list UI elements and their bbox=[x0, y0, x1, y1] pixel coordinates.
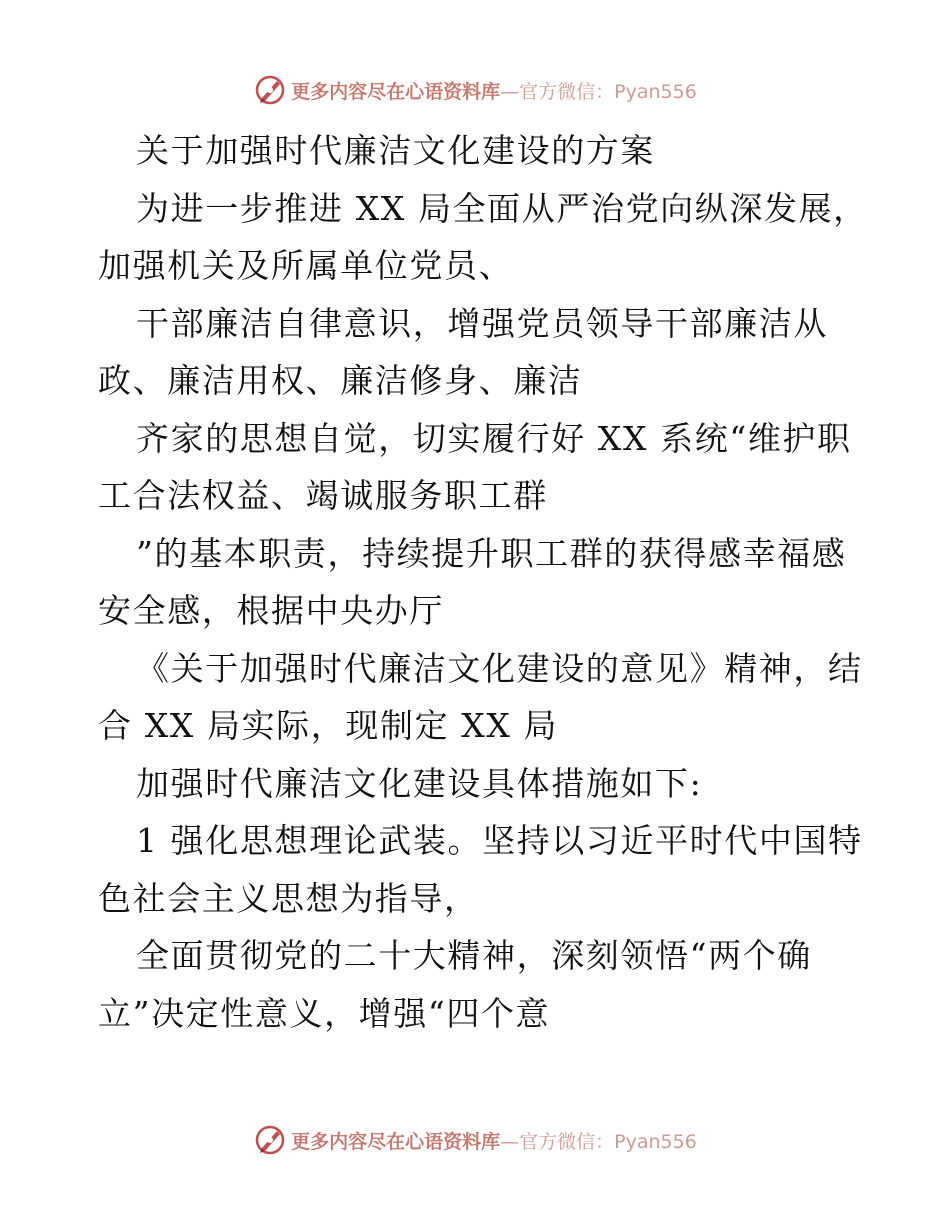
header-watermark bbox=[0, 70, 950, 110]
text-line: 为进一步推进 XX 局全面从严治党向纵深发展， bbox=[136, 188, 868, 228]
document-body bbox=[98, 122, 868, 1042]
text-line: 政、廉洁用权、廉洁修身、廉洁 bbox=[98, 361, 583, 400]
text-line: 加强时代廉洁文化建设具体措施如下: bbox=[136, 763, 703, 803]
watermark-wechat-text: —官方微信：Pyan556 bbox=[500, 80, 697, 103]
text-line: 齐家的思想自觉，切实履行好 XX 系统“维护职 bbox=[136, 418, 852, 458]
pen-logo-icon bbox=[253, 73, 287, 107]
watermark-main-text: 更多内容尽在心语资料库 bbox=[291, 80, 501, 103]
watermark-main-text: 更多内容尽在心语资料库 bbox=[291, 1130, 501, 1153]
text-line: ”的基本职责，持续提升职工群的获得感幸福感 bbox=[136, 533, 847, 573]
text-line: 全面贯彻党的二十大精神，深刻领悟“两个确 bbox=[136, 936, 812, 975]
text-line: 工合法权益、竭诚服务职工群 bbox=[98, 476, 548, 515]
text-line: 干部廉洁自律意识，增强党员领导干部廉洁从 bbox=[136, 303, 828, 343]
text-line: 合 XX 局实际，现制定 XX 局 bbox=[98, 706, 559, 745]
footer-watermark bbox=[0, 1120, 950, 1160]
document-title: 关于加强时代廉洁文化建设的方案 bbox=[136, 131, 655, 170]
text-line: 《关于加强时代廉洁文化建设的意见》精神，结 bbox=[136, 648, 863, 688]
text-line: 加强机关及所属单位党员、 bbox=[98, 246, 514, 285]
text-line: 立”决定性意义，增强“四个意 bbox=[98, 993, 551, 1033]
text-line: 安全感，根据中央办厅 bbox=[98, 591, 444, 630]
pen-logo-icon bbox=[253, 1123, 287, 1157]
section-heading-line: 1 强化思想理论武装。坚持以习近平时代中国特 bbox=[136, 821, 863, 860]
text-line: 色社会主义思想为指导， bbox=[98, 878, 479, 918]
watermark-wechat-text: —官方微信：Pyan556 bbox=[500, 1130, 697, 1153]
